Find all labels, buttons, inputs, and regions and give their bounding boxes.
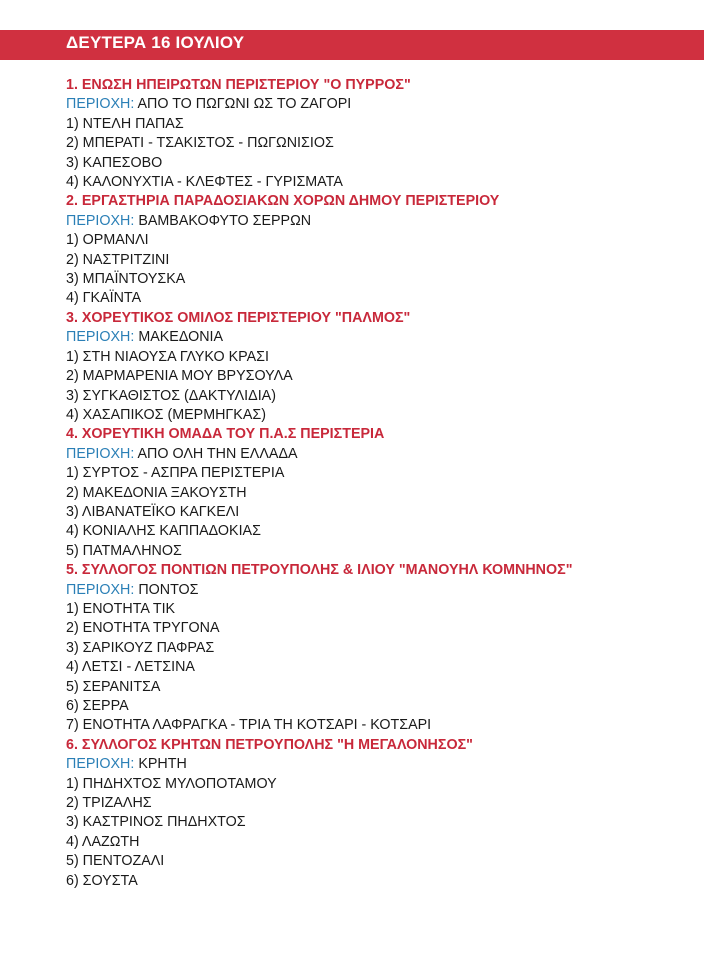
- list-item: 2) ΝΑΣΤΡΙΤΖΙΝΙ: [66, 251, 170, 268]
- list-item: 5) ΠΕΝΤΟΖΑΛΙ: [66, 853, 165, 870]
- program-list: [66, 76, 706, 891]
- list-item: 1) ΠΗΔΗΧΤΟΣ ΜΥΛΟΠΟΤΑΜΟΥ: [66, 775, 277, 792]
- list-item: 4) ΛΑΖΩΤΗ: [66, 833, 140, 850]
- list-item: 1) ΣΤΗ ΝΙΑΟΥΣΑ ΓΛΥΚΟ ΚΡΑΣΙ: [66, 348, 269, 365]
- list-item: 1) ΟΡΜΑΝΛΙ: [66, 232, 149, 249]
- list-item: 1) ΕΝΟΤΗΤΑ ΤΙΚ: [66, 600, 176, 617]
- list-item: 1) ΝΤΕΛΗ ΠΑΠΑΣ: [66, 115, 184, 132]
- section-region: [66, 755, 706, 774]
- section-title: 4. ΧΟΡΕΥΤΙΚΗ ΟΜΑΔΑ ΤΟΥ Π.Α.Σ ΠΕΡΙΣΤΕΡΙΑ: [66, 426, 385, 443]
- section-region: [66, 95, 706, 114]
- section-title: 5. ΣΥΛΛΟΓΟΣ ΠΟΝΤΙΩΝ ΠΕΤΡΟΥΠΟΛΗΣ & ΙΛΙΟΥ "ΜΑΝΟΥΗΛ ΚΟΜΝΗΝΟΣ": [66, 562, 573, 579]
- list-item: 1) ΣΥΡΤΟΣ - ΑΣΠΡΑ ΠΕΡΙΣΤΕΡΙΑ: [66, 465, 285, 482]
- region-value: ΜΑΚΕΔΟΝΙΑ: [138, 329, 224, 346]
- section-region: [66, 212, 706, 231]
- list-item: 5) ΣΕΡΑΝΙΤΣΑ: [66, 678, 161, 695]
- list-item: 3) ΜΠΑΪΝΤΟΥΣΚΑ: [66, 271, 186, 288]
- region-label: ΠΕΡΙΟΧΗ:: [66, 329, 135, 346]
- region-value: ΑΠΟ ΤΟ ΠΩΓΩΝΙ ΩΣ ΤΟ ΖΑΓΟΡΙ: [137, 96, 352, 113]
- list-item: 2) ΕΝΟΤΗΤΑ ΤΡΥΓΟΝΑ: [66, 620, 220, 637]
- region-value: ΒΑΜΒΑΚΟΦΥΤΟ ΣΕΡΡΩΝ: [138, 212, 312, 229]
- list-item: 3) ΣΑΡΙΚΟΥΖ ΠΑΦΡΑΣ: [66, 639, 215, 656]
- region-label: ΠΕΡΙΟΧΗ:: [66, 445, 135, 462]
- list-item: 2) ΜΠΕΡΑΤΙ - ΤΣΑΚΙΣΤΟΣ - ΠΩΓΩΝΙΣΙΟΣ: [66, 135, 334, 152]
- list-item: 7) ΕΝΟΤΗΤΑ ΛΑΦΡΑΓΚΑ - ΤΡΙΑ ΤΗ ΚΟΤΣΑΡΙ - ΚΟΤΣΑΡΙ: [66, 717, 432, 734]
- section-region: [66, 328, 706, 347]
- list-item: 4) ΚΟΝΙΑΛΗΣ ΚΑΠΠΑΔΟΚΙΑΣ: [66, 523, 261, 540]
- list-item: 4) ΧΑΣΑΠΙΚΟΣ (ΜΕΡΜΗΓΚΑΣ): [66, 406, 266, 423]
- list-item: 2) ΜΑΡΜΑΡΕΝΙΑ ΜΟΥ ΒΡΥΣΟΥΛΑ: [66, 368, 293, 385]
- header-banner: [0, 30, 704, 60]
- section: [66, 192, 706, 308]
- region-label: ΠΕΡΙΟΧΗ:: [66, 96, 135, 113]
- list-item: 3) ΚΑΠΕΣΟΒΟ: [66, 154, 163, 171]
- section: [66, 309, 706, 425]
- section-title: 2. ΕΡΓΑΣΤΗΡΙΑ ΠΑΡΑΔΟΣΙΑΚΩΝ ΧΟΡΩΝ ΔΗΜΟΥ ΠΕΡΙΣΤΕΡΙΟΥ: [66, 193, 500, 210]
- list-item: 6) ΣΟΥΣΤΑ: [66, 872, 138, 889]
- list-item: 4) ΓΚΑΪΝΤΑ: [66, 290, 142, 307]
- list-item: 2) ΤΡΙΖΑΛΗΣ: [66, 795, 152, 812]
- section-title: 3. ΧΟΡΕΥΤΙΚΟΣ ΟΜΙΛΟΣ ΠΕΡΙΣΤΕΡΙΟΥ "ΠΑΛΜΟΣ": [66, 309, 411, 326]
- list-item: 3) ΚΑΣΤΡΙΝΟΣ ΠΗΔΗΧΤΟΣ: [66, 814, 246, 831]
- region-label: ΠΕΡΙΟΧΗ:: [66, 212, 135, 229]
- list-item: 4) ΛΕΤΣΙ - ΛΕΤΣΙΝΑ: [66, 659, 195, 676]
- list-item: 3) ΣΥΓΚΑΘΙΣΤΟΣ (ΔΑΚΤΥΛΙΔΙΑ): [66, 387, 276, 404]
- section: [66, 736, 706, 891]
- section-region: [66, 581, 706, 600]
- region-label: ΠΕΡΙΟΧΗ:: [66, 756, 135, 773]
- section: [66, 76, 706, 192]
- page-title: ΔΕΥΤΕΡΑ 16 ΙΟΥΛΙΟΥ: [66, 33, 245, 52]
- region-value: ΑΠΟ ΟΛΗ ΤΗΝ ΕΛΛΑΔΑ: [137, 445, 298, 462]
- list-item: 6) ΣΕΡΡΑ: [66, 698, 129, 714]
- section-region: [66, 445, 706, 464]
- section: [66, 425, 706, 561]
- list-item: 4) ΚΑΛΟΝΥΧΤΙΑ - ΚΛΕΦΤΕΣ - ΓΥΡΙΣΜΑΤΑ: [66, 174, 343, 191]
- section-title: 1. ΕΝΩΣΗ ΗΠΕΙΡΩΤΩΝ ΠΕΡΙΣΤΕΡΙΟΥ "Ο ΠΥΡΡΟΣ": [66, 77, 411, 93]
- list-item: 2) ΜΑΚΕΔΟΝΙΑ ΞΑΚΟΥΣΤΗ: [66, 484, 247, 501]
- region-value: ΚΡΗΤΗ: [138, 756, 187, 773]
- section-title: 6. ΣΥΛΛΟΓΟΣ ΚΡΗΤΩΝ ΠΕΤΡΟΥΠΟΛΗΣ "Η ΜΕΓΑΛΟΝΗΣΟΣ": [66, 736, 473, 753]
- region-value: ΠΟΝΤΟΣ: [138, 581, 199, 598]
- region-label: ΠΕΡΙΟΧΗ:: [66, 581, 135, 598]
- list-item: 5) ΠΑΤΜΑΛΗΝΟΣ: [66, 542, 182, 559]
- list-item: 3) ΛΙΒΑΝΑΤΕΪΚΟ ΚΑΓΚΕΛΙ: [66, 503, 240, 520]
- section: [66, 561, 706, 736]
